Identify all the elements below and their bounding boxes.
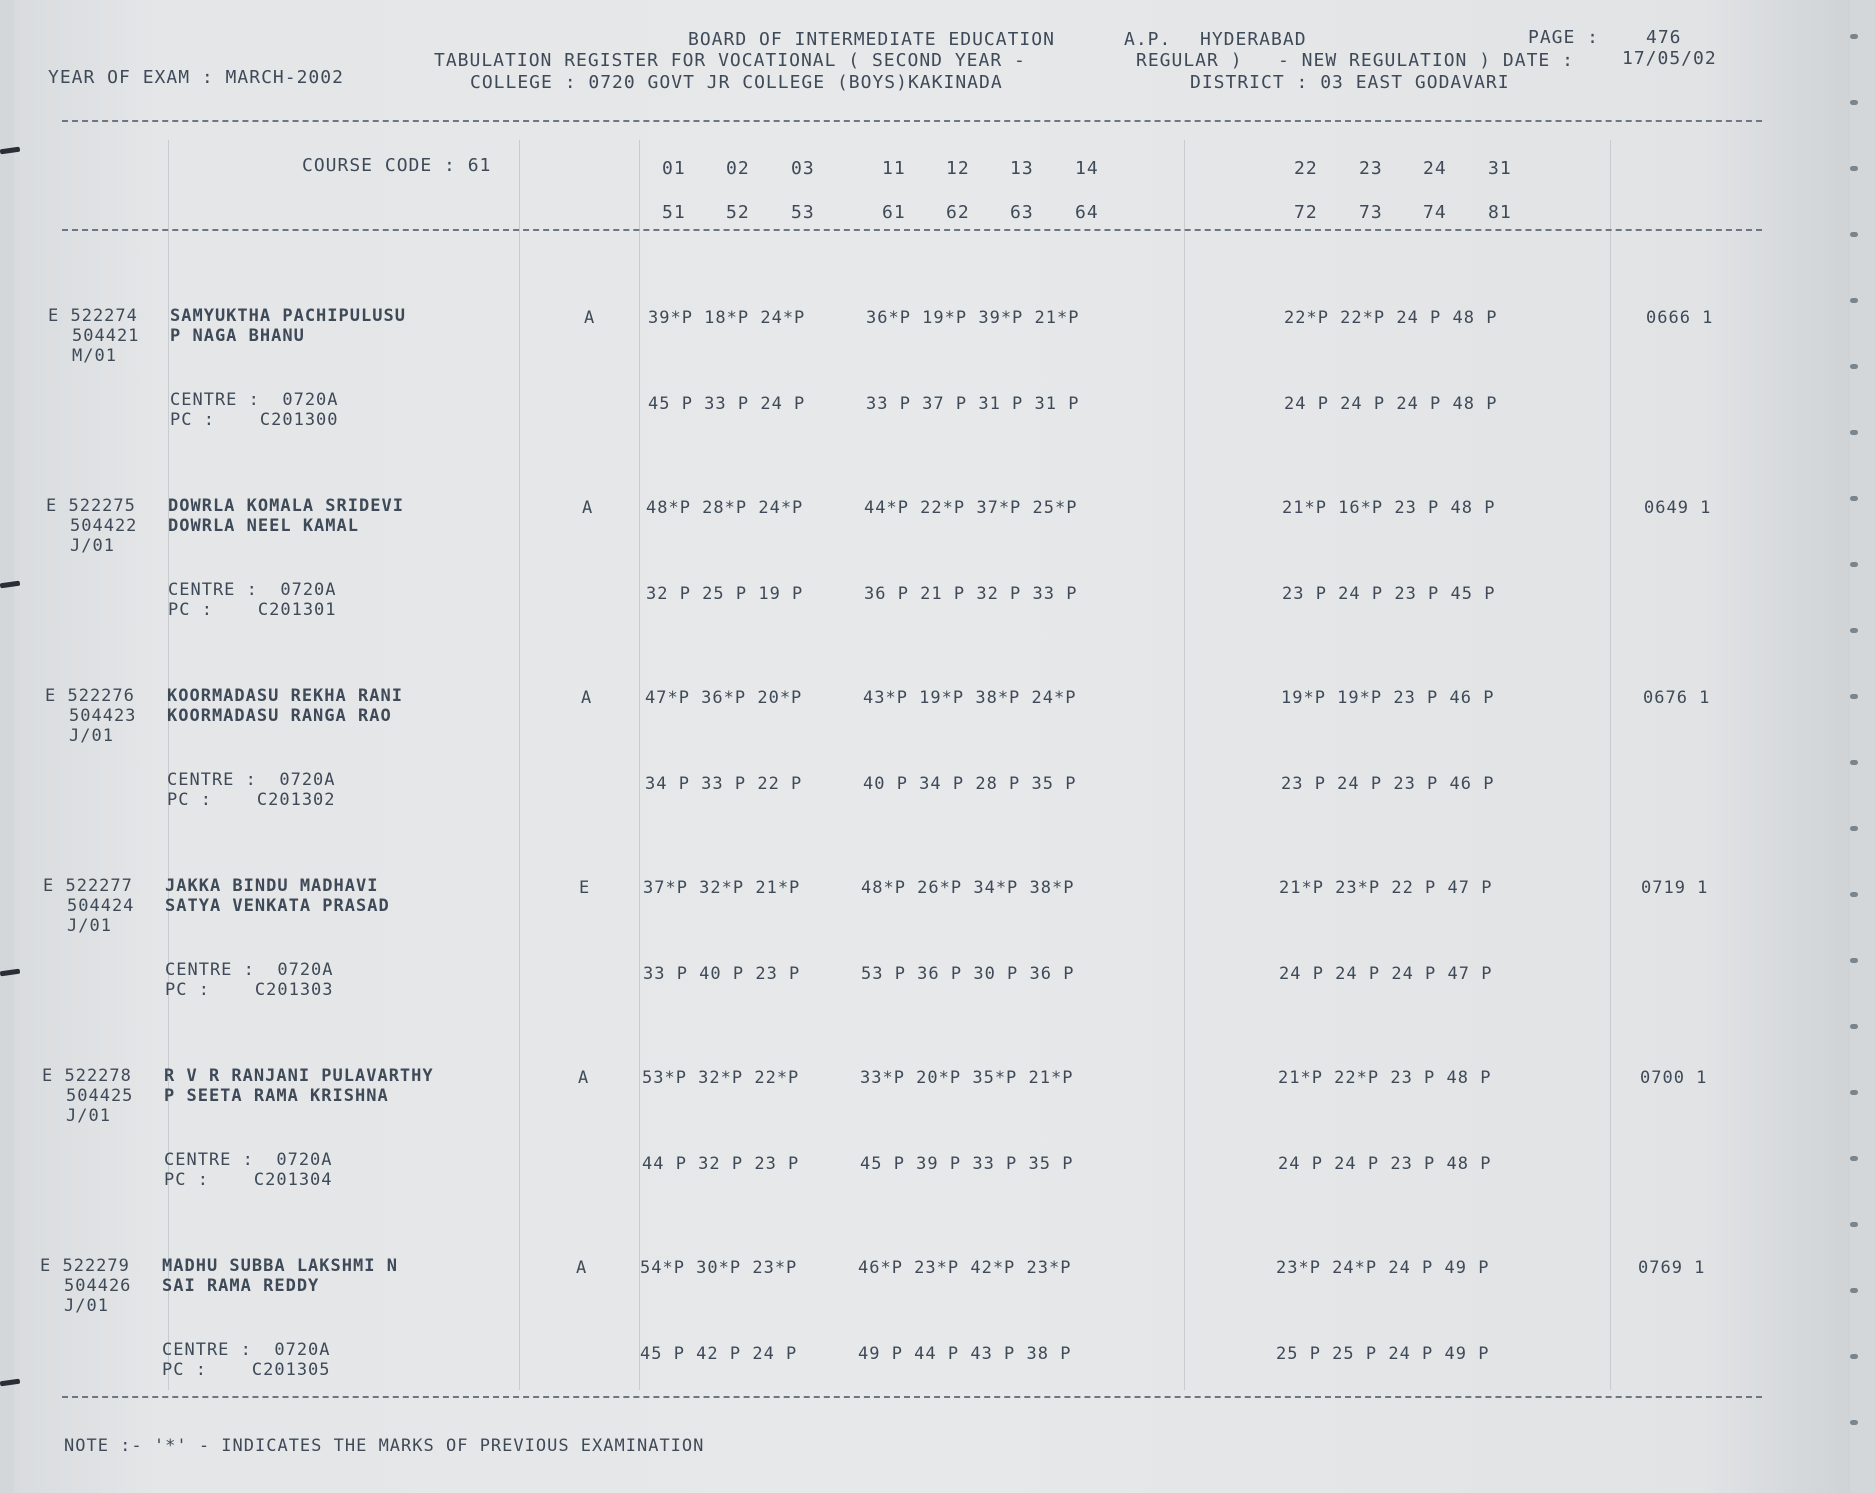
roll-number: E 522276 bbox=[45, 686, 135, 706]
board-title: BOARD OF INTERMEDIATE EDUCATION bbox=[688, 29, 1055, 50]
marks-curr-part3: 23 P 24 P 23 P 46 P bbox=[1281, 774, 1495, 794]
punch-hole bbox=[1850, 1354, 1858, 1359]
city: HYDERABAD bbox=[1200, 29, 1307, 50]
group-code: J/01 bbox=[66, 1106, 111, 1126]
centre-code: CENTRE : 0720A bbox=[168, 580, 337, 600]
marks-curr-part3: 24 P 24 P 24 P 47 P bbox=[1279, 964, 1493, 984]
marks-prev-part3: 22*P 22*P 24 P 48 P bbox=[1284, 308, 1498, 328]
centre-code: CENTRE : 0720A bbox=[165, 960, 334, 980]
column-code: 62 bbox=[946, 202, 970, 223]
punch-hole bbox=[1850, 958, 1858, 963]
punch-hole bbox=[1850, 364, 1858, 369]
divider bbox=[62, 1396, 1762, 1398]
marks-curr-part2: 49 P 44 P 43 P 38 P bbox=[858, 1344, 1072, 1364]
student-name: DOWRLA KOMALA SRIDEVI bbox=[168, 496, 404, 516]
marks-prev-part1: 39*P 18*P 24*P bbox=[648, 308, 806, 328]
punch-hole bbox=[1850, 430, 1858, 435]
punch-hole bbox=[1850, 1156, 1858, 1161]
punch-hole bbox=[1850, 496, 1858, 501]
column-code: 72 bbox=[1294, 202, 1318, 223]
student-name: SAMYUKTHA PACHIPULUSU bbox=[170, 306, 406, 326]
total-marks: 0700 1 bbox=[1640, 1068, 1708, 1088]
parent-name: SATYA VENKATA PRASAD bbox=[165, 896, 390, 916]
marks-curr-part1: 44 P 32 P 23 P bbox=[642, 1154, 800, 1174]
column-code: 11 bbox=[882, 158, 906, 179]
marks-curr-part2: 33 P 37 P 31 P 31 P bbox=[866, 394, 1080, 414]
marks-prev-part2: 36*P 19*P 39*P 21*P bbox=[866, 308, 1080, 328]
marks-prev-part1: 48*P 28*P 24*P bbox=[646, 498, 804, 518]
grade: A bbox=[581, 688, 593, 708]
course-code: COURSE CODE : 61 bbox=[302, 155, 492, 176]
punch-hole bbox=[1850, 694, 1858, 699]
marks-prev-part1: 37*P 32*P 21*P bbox=[643, 878, 801, 898]
page-number: 476 bbox=[1646, 27, 1682, 48]
punch-hole bbox=[1850, 232, 1858, 237]
footer-note: NOTE :- '*' - INDICATES THE MARKS OF PREVIOUS EXAMINATION bbox=[64, 1436, 705, 1456]
marks-curr-part3: 25 P 25 P 24 P 49 P bbox=[1276, 1344, 1490, 1364]
student-name: JAKKA BINDU MADHAVI bbox=[165, 876, 379, 896]
pc-code: PC : C201302 bbox=[167, 790, 336, 810]
marks-prev-part3: 21*P 23*P 22 P 47 P bbox=[1279, 878, 1493, 898]
marks-curr-part3: 23 P 24 P 23 P 45 P bbox=[1282, 584, 1496, 604]
student-name: R V R RANJANI PULAVARTHY bbox=[164, 1066, 434, 1086]
column-code: 12 bbox=[946, 158, 970, 179]
punch-hole bbox=[1850, 1222, 1858, 1227]
group-code: J/01 bbox=[70, 536, 115, 556]
marks-prev-part3: 23*P 24*P 24 P 49 P bbox=[1276, 1258, 1490, 1278]
grade: A bbox=[582, 498, 594, 518]
roll-number: E 522274 bbox=[48, 306, 138, 326]
centre-code: CENTRE : 0720A bbox=[167, 770, 336, 790]
column-code: 64 bbox=[1075, 202, 1099, 223]
column-code: 53 bbox=[791, 202, 815, 223]
column-code: 24 bbox=[1423, 158, 1447, 179]
punch-hole bbox=[1850, 1288, 1858, 1293]
marks-curr-part2: 36 P 21 P 32 P 33 P bbox=[864, 584, 1078, 604]
divider bbox=[62, 120, 1762, 122]
punch-hole bbox=[1850, 760, 1858, 765]
parent-name: SAI RAMA REDDY bbox=[162, 1276, 320, 1296]
total-marks: 0719 1 bbox=[1641, 878, 1709, 898]
column-code: 02 bbox=[726, 158, 750, 179]
hall-ticket: 504422 bbox=[70, 516, 138, 536]
marks-curr-part3: 24 P 24 P 23 P 48 P bbox=[1278, 1154, 1492, 1174]
student-name: KOORMADASU REKHA RANI bbox=[167, 686, 403, 706]
marks-prev-part2: 46*P 23*P 42*P 23*P bbox=[858, 1258, 1072, 1278]
column-code: 81 bbox=[1488, 202, 1512, 223]
marks-curr-part1: 34 P 33 P 22 P bbox=[645, 774, 803, 794]
year-of-exam: YEAR OF EXAM : MARCH-2002 bbox=[48, 67, 344, 88]
state: A.P. bbox=[1124, 29, 1172, 50]
punch-hole bbox=[1850, 166, 1858, 171]
punch-hole bbox=[1850, 298, 1858, 303]
column-code: 13 bbox=[1010, 158, 1034, 179]
hall-ticket: 504425 bbox=[66, 1086, 134, 1106]
marks-curr-part1: 32 P 25 P 19 P bbox=[646, 584, 804, 604]
group-code: J/01 bbox=[67, 916, 112, 936]
group-code: M/01 bbox=[72, 346, 117, 366]
total-marks: 0769 1 bbox=[1638, 1258, 1706, 1278]
marks-prev-part3: 19*P 19*P 23 P 46 P bbox=[1281, 688, 1495, 708]
marks-prev-part3: 21*P 22*P 23 P 48 P bbox=[1278, 1068, 1492, 1088]
marks-prev-part1: 54*P 30*P 23*P bbox=[640, 1258, 798, 1278]
marks-curr-part3: 24 P 24 P 24 P 48 P bbox=[1284, 394, 1498, 414]
column-code: 73 bbox=[1359, 202, 1383, 223]
marks-prev-part2: 48*P 26*P 34*P 38*P bbox=[861, 878, 1075, 898]
pc-code: PC : C201301 bbox=[168, 600, 337, 620]
college: COLLEGE : 0720 GOVT JR COLLEGE (BOYS)KAKINADA bbox=[470, 72, 1003, 93]
register-title: TABULATION REGISTER FOR VOCATIONAL ( SECOND YEAR - bbox=[434, 50, 1026, 71]
punch-hole bbox=[1850, 562, 1858, 567]
parent-name: P SEETA RAMA KRISHNA bbox=[164, 1086, 389, 1106]
grade: A bbox=[578, 1068, 590, 1088]
punch-hole bbox=[1850, 892, 1858, 897]
punch-hole bbox=[1850, 628, 1858, 633]
group-code: J/01 bbox=[64, 1296, 109, 1316]
punch-hole bbox=[1850, 34, 1858, 39]
register-sheet bbox=[14, 0, 1850, 1493]
punch-hole bbox=[1850, 100, 1858, 105]
marks-curr-part1: 33 P 40 P 23 P bbox=[643, 964, 801, 984]
column-code: 22 bbox=[1294, 158, 1318, 179]
column-code: 03 bbox=[791, 158, 815, 179]
column-code: 51 bbox=[662, 202, 686, 223]
pc-code: PC : C201305 bbox=[162, 1360, 331, 1380]
punch-hole bbox=[1850, 826, 1858, 831]
roll-number: E 522275 bbox=[46, 496, 136, 516]
centre-code: CENTRE : 0720A bbox=[164, 1150, 333, 1170]
centre-code: CENTRE : 0720A bbox=[162, 1340, 331, 1360]
pc-code: PC : C201304 bbox=[164, 1170, 333, 1190]
grade: E bbox=[579, 878, 591, 898]
marks-prev-part2: 44*P 22*P 37*P 25*P bbox=[864, 498, 1078, 518]
column-code: 61 bbox=[882, 202, 906, 223]
column-code: 14 bbox=[1075, 158, 1099, 179]
district: DISTRICT : 03 EAST GODAVARI bbox=[1190, 72, 1510, 93]
marks-prev-part3: 21*P 16*P 23 P 48 P bbox=[1282, 498, 1496, 518]
column-code: 31 bbox=[1488, 158, 1512, 179]
punch-hole bbox=[1850, 1420, 1858, 1425]
marks-curr-part1: 45 P 42 P 24 P bbox=[640, 1344, 798, 1364]
divider bbox=[62, 229, 1762, 231]
total-marks: 0676 1 bbox=[1643, 688, 1711, 708]
grade: A bbox=[576, 1258, 588, 1278]
column-code: 63 bbox=[1010, 202, 1034, 223]
marks-prev-part1: 47*P 36*P 20*P bbox=[645, 688, 803, 708]
parent-name: P NAGA BHANU bbox=[170, 326, 305, 346]
page-label: PAGE : bbox=[1528, 27, 1600, 48]
marks-curr-part2: 45 P 39 P 33 P 35 P bbox=[860, 1154, 1074, 1174]
grade: A bbox=[584, 308, 596, 328]
marks-prev-part1: 53*P 32*P 22*P bbox=[642, 1068, 800, 1088]
total-marks: 0666 1 bbox=[1646, 308, 1714, 328]
marks-curr-part2: 53 P 36 P 30 P 36 P bbox=[861, 964, 1075, 984]
student-name: MADHU SUBBA LAKSHMI N bbox=[162, 1256, 398, 1276]
centre-code: CENTRE : 0720A bbox=[170, 390, 339, 410]
punch-hole bbox=[1850, 1024, 1858, 1029]
roll-number: E 522278 bbox=[42, 1066, 132, 1086]
pc-code: PC : C201300 bbox=[170, 410, 339, 430]
pc-code: PC : C201303 bbox=[165, 980, 334, 1000]
regulation-label: - NEW REGULATION ) DATE : bbox=[1278, 50, 1574, 71]
marks-curr-part1: 45 P 33 P 24 P bbox=[648, 394, 806, 414]
column-code: 23 bbox=[1359, 158, 1383, 179]
roll-number: E 522277 bbox=[43, 876, 133, 896]
roll-number: E 522279 bbox=[40, 1256, 130, 1276]
marks-prev-part2: 33*P 20*P 35*P 21*P bbox=[860, 1068, 1074, 1088]
marks-prev-part2: 43*P 19*P 38*P 24*P bbox=[863, 688, 1077, 708]
parent-name: KOORMADASU RANGA RAO bbox=[167, 706, 392, 726]
regular-label: REGULAR ) bbox=[1136, 50, 1243, 71]
hall-ticket: 504424 bbox=[67, 896, 135, 916]
punch-hole bbox=[1850, 1090, 1858, 1095]
parent-name: DOWRLA NEEL KAMAL bbox=[168, 516, 359, 536]
column-code: 52 bbox=[726, 202, 750, 223]
group-code: J/01 bbox=[69, 726, 114, 746]
column-code: 01 bbox=[662, 158, 686, 179]
hall-ticket: 504423 bbox=[69, 706, 137, 726]
date-value: 17/05/02 bbox=[1622, 48, 1717, 69]
total-marks: 0649 1 bbox=[1644, 498, 1712, 518]
marks-curr-part2: 40 P 34 P 28 P 35 P bbox=[863, 774, 1077, 794]
column-code: 74 bbox=[1423, 202, 1447, 223]
hall-ticket: 504426 bbox=[64, 1276, 132, 1296]
hall-ticket: 504421 bbox=[72, 326, 140, 346]
